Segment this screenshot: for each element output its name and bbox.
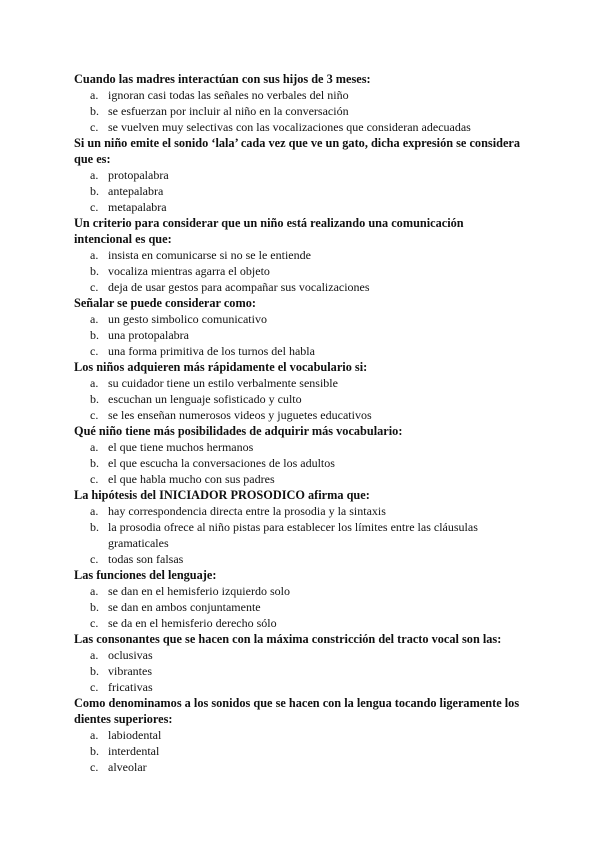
option-text: todas son falsas [108,552,184,566]
option-letter: b. [90,520,99,534]
option-letter: a. [90,440,99,454]
answer-option [74,759,524,775]
question-document [74,71,524,775]
answer-option [74,87,524,103]
answer-option [74,263,524,279]
option-letter: c. [90,280,99,294]
answer-option [74,311,524,327]
option-text: se da en el hemisferio derecho sólo [108,616,277,630]
answer-option [74,343,524,359]
answer-option [74,183,524,199]
answer-option [74,103,524,119]
option-letter: b. [90,104,99,118]
answer-option [74,583,524,599]
question-block [74,71,524,135]
option-letter: a. [90,88,99,102]
answer-option [74,391,524,407]
option-letter: a. [90,504,99,518]
option-text: vocaliza mientras agarra el objeto [108,264,270,278]
answer-option [74,471,524,487]
option-text: fricativas [108,680,153,694]
option-text: se dan en el hemisferio izquierdo solo [108,584,290,598]
question-block [74,567,524,631]
option-letter: c. [90,760,99,774]
answer-options [74,311,524,359]
option-text: se dan en ambos conjuntamente [108,600,261,614]
question-text: Si un niño emite el sonido ‘lala’ cada vez que ve un gato, dicha expresión se considera que es: [74,136,521,166]
option-letter: c. [90,120,99,134]
question-text: Como denominamos a los sonidos que se hacen con la lengua tocando ligeramente los dientes superiores: [74,696,520,726]
question-block [74,631,524,695]
answer-option [74,615,524,631]
option-letter: a. [90,728,99,742]
question-text: Qué niño tiene más posibilidades de adquirir más vocabulario: [74,424,403,438]
answer-option [74,503,524,519]
answer-options [74,375,524,423]
answer-option [74,551,524,567]
option-text: el que tiene muchos hermanos [108,440,254,454]
option-letter: b. [90,264,99,278]
option-text: antepalabra [108,184,164,198]
answer-option [74,647,524,663]
answer-option [74,199,524,215]
question-block [74,359,524,423]
option-text: un gesto simbolico comunicativo [108,312,267,326]
answer-option [74,663,524,679]
option-text: insista en comunicarse si no se le entiende [108,248,311,262]
question-text: Las funciones del lenguaje: [74,568,217,582]
answer-options [74,647,524,695]
option-text: el que habla mucho con sus padres [108,472,275,486]
option-letter: c. [90,552,99,566]
option-text: labiodental [108,728,162,742]
option-text: metapalabra [108,200,167,214]
option-text: se esfuerzan por incluir al niño en la conversación [108,104,349,118]
option-text: una protopalabra [108,328,189,342]
answer-option [74,327,524,343]
option-letter: c. [90,680,99,694]
question-text: Cuando las madres interactúan con sus hijos de 3 meses: [74,72,371,86]
option-letter: b. [90,328,99,342]
option-text: hay correspondencia directa entre la prosodia y la sintaxis [108,504,386,518]
answer-option [74,727,524,743]
option-letter: a. [90,376,99,390]
option-text: deja de usar gestos para acompañar sus vocalizaciones [108,280,370,294]
question-text: Un criterio para considerar que un niño está realizando una comunicación intencional es que: [74,216,464,246]
option-letter: b. [90,456,99,470]
option-letter: c. [90,616,99,630]
option-letter: b. [90,664,99,678]
answer-option [74,167,524,183]
option-text: escuchan un lenguaje sofisticado y culto [108,392,302,406]
option-letter: a. [90,584,99,598]
answer-option [74,279,524,295]
option-text: se vuelven muy selectivas con las vocalizaciones que consideran adecuadas [108,120,471,134]
answer-option [74,247,524,263]
option-letter: a. [90,168,99,182]
option-text: ignoran casi todas las señales no verbales del niño [108,88,349,102]
option-text: su cuidador tiene un estilo verbalmente sensible [108,376,338,390]
answer-option [74,743,524,759]
question-block [74,487,524,567]
answer-options [74,87,524,135]
option-text: se les enseñan numerosos videos y juguetes educativos [108,408,372,422]
option-text: interdental [108,744,160,758]
question-text: Señalar se puede considerar como: [74,296,256,310]
question-text: Las consonantes que se hacen con la máxima constricción del tracto vocal son las: [74,632,502,646]
option-letter: c. [90,344,99,358]
question-block [74,423,524,487]
answer-option [74,439,524,455]
option-text: alveolar [108,760,147,774]
option-text: vibrantes [108,664,152,678]
option-text: la prosodia ofrece al niño pistas para establecer los límites entre las cláusulas gramaticales [108,520,478,550]
question-block [74,135,524,215]
answer-options [74,583,524,631]
answer-options [74,247,524,295]
option-letter: b. [90,184,99,198]
answer-options [74,439,524,487]
option-text: protopalabra [108,168,169,182]
option-letter: a. [90,312,99,326]
question-block [74,695,524,775]
option-text: el que escucha la conversaciones de los adultos [108,456,335,470]
option-letter: b. [90,600,99,614]
option-text: una forma primitiva de los turnos del habla [108,344,315,358]
question-block [74,215,524,295]
option-text: oclusivas [108,648,153,662]
option-letter: c. [90,200,99,214]
option-letter: b. [90,744,99,758]
option-letter: b. [90,392,99,406]
answer-option [74,375,524,391]
option-letter: c. [90,408,99,422]
option-letter: a. [90,648,99,662]
answer-options [74,167,524,215]
option-letter: c. [90,472,99,486]
question-text: Los niños adquieren más rápidamente el vocabulario si: [74,360,368,374]
answer-option [74,679,524,695]
option-letter: a. [90,248,99,262]
answer-options [74,727,524,775]
answer-option [74,407,524,423]
answer-option [74,599,524,615]
answer-option [74,519,524,551]
question-text: La hipótesis del INICIADOR PROSODICO afirma que: [74,488,370,502]
question-block [74,295,524,359]
answer-option [74,455,524,471]
answer-option [74,119,524,135]
answer-options [74,503,524,567]
